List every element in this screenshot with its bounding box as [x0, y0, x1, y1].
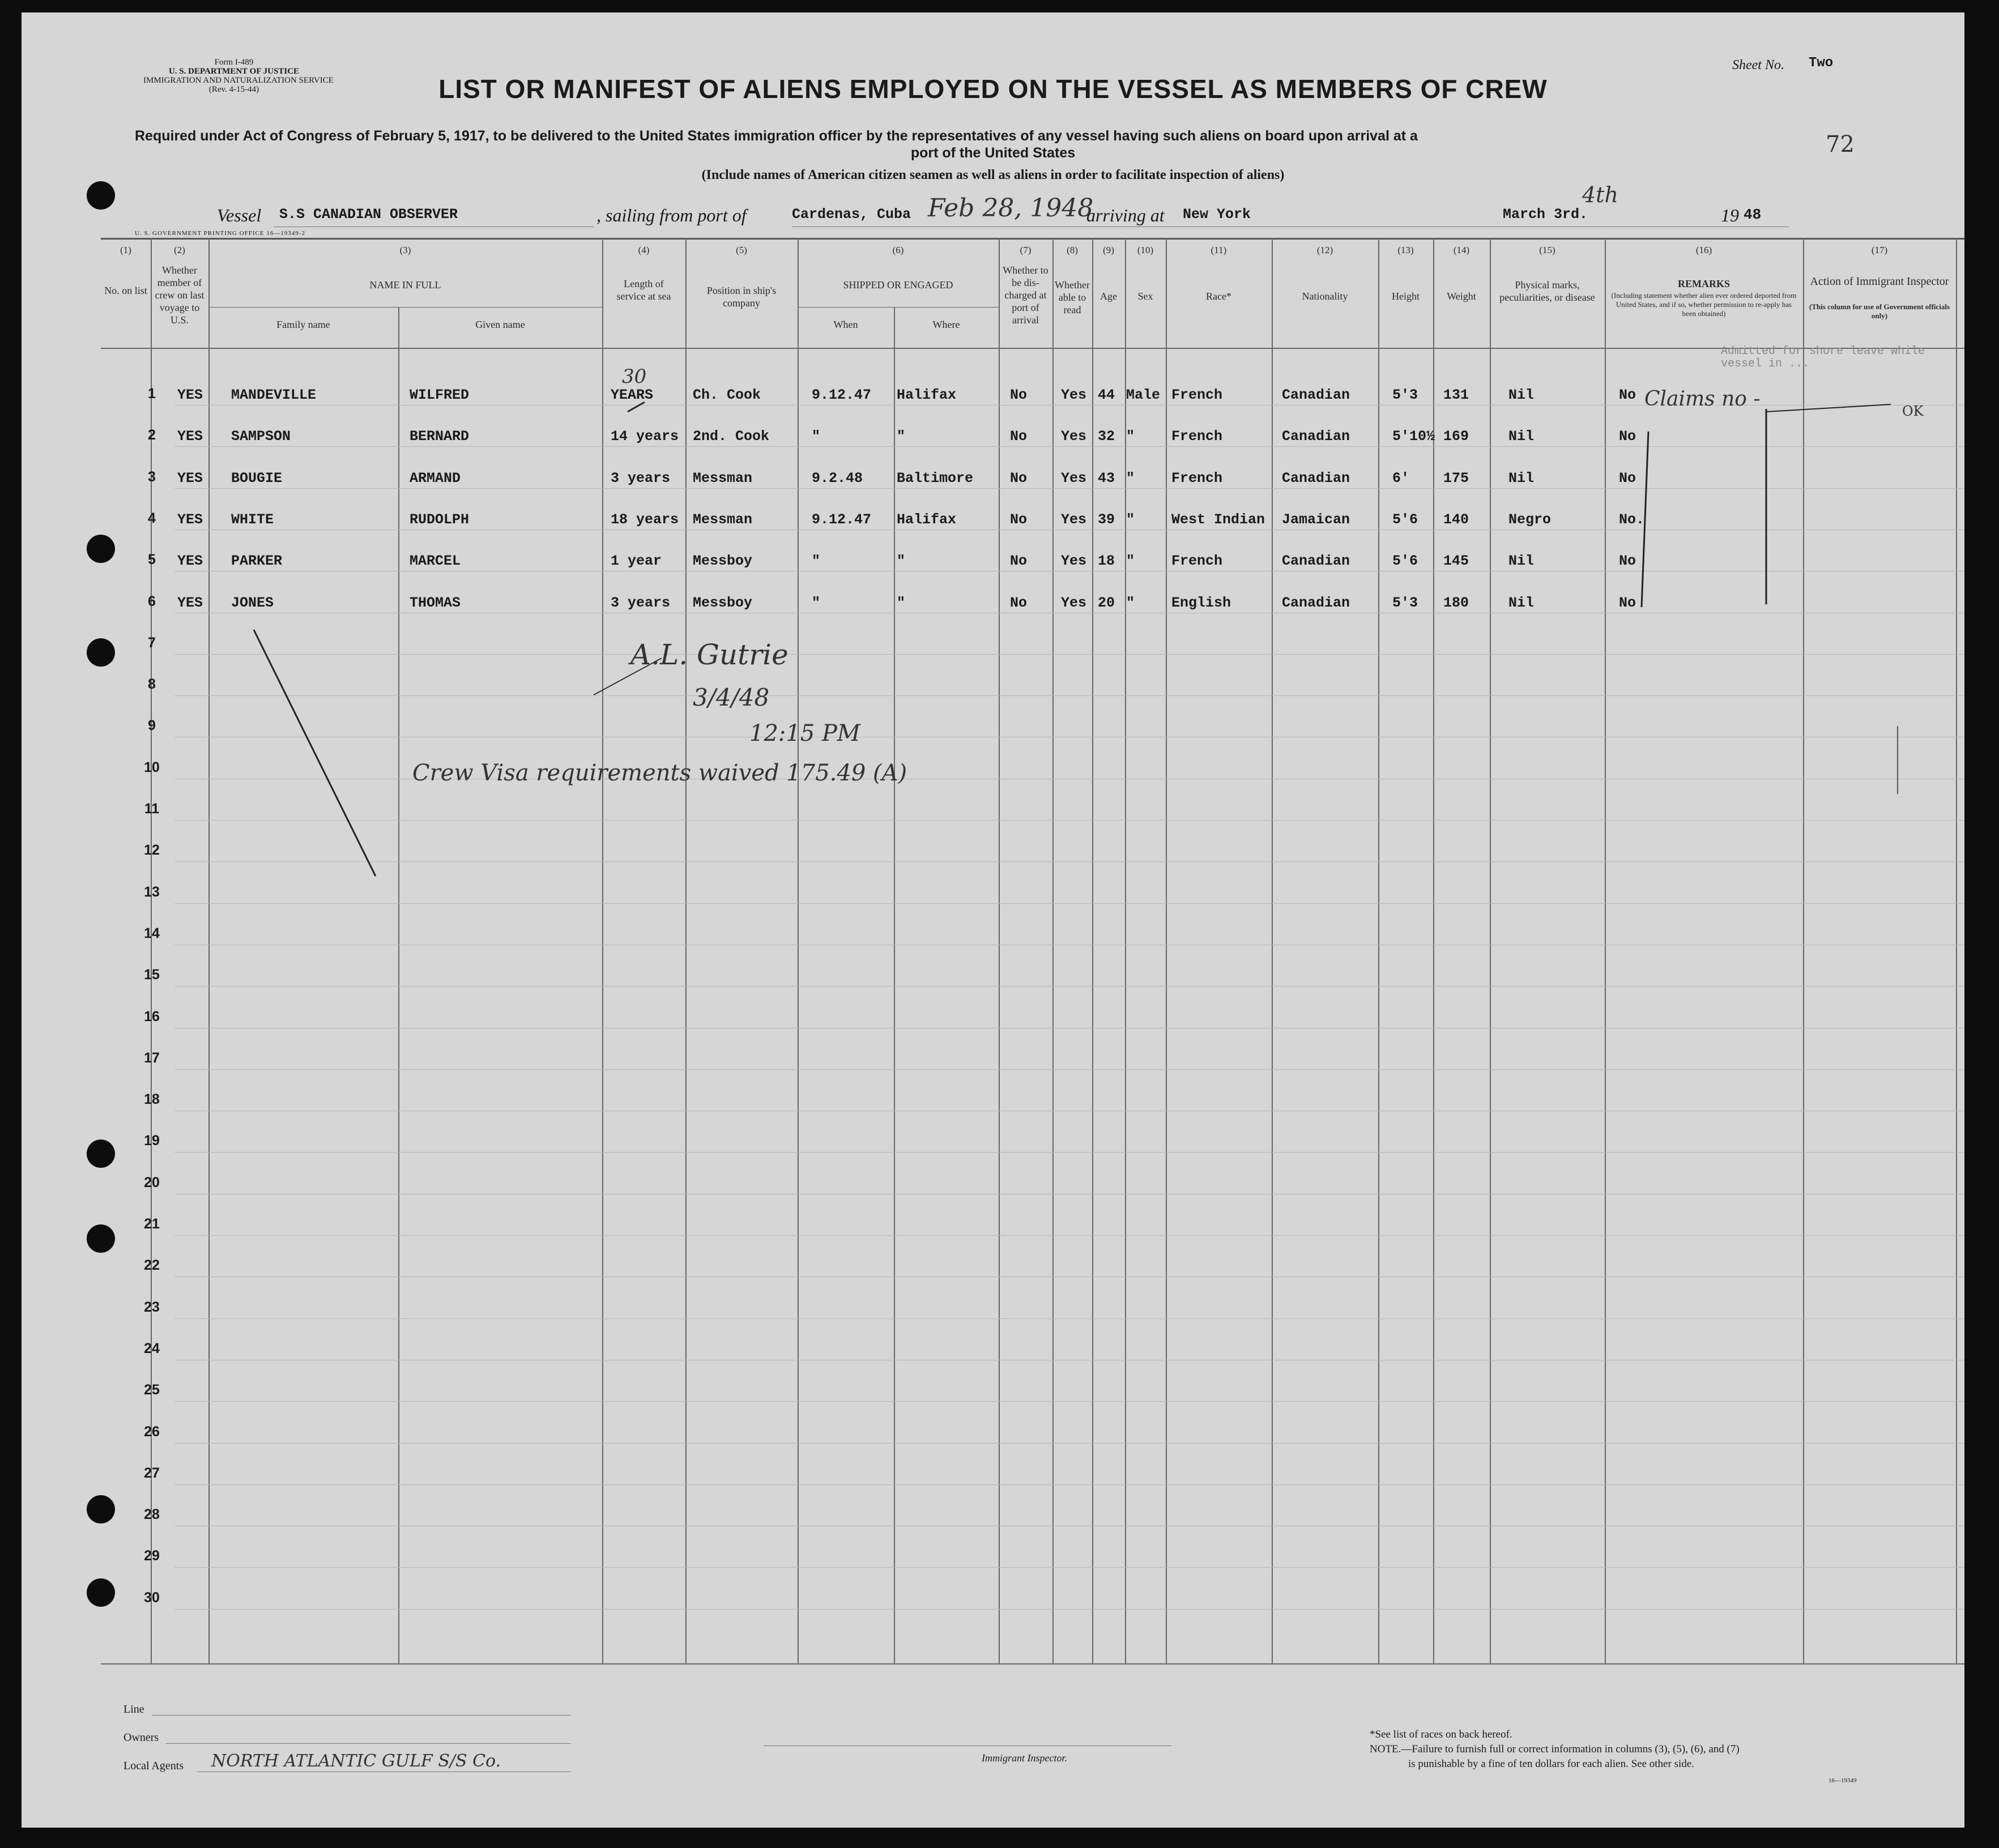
physical-marks-cell: Nil [1508, 594, 1535, 611]
sex-cell: " [1126, 511, 1135, 528]
shore-leave-stamp: Admitted for shore leave while vessel in ... [1721, 345, 1925, 370]
col-number: (12) [1316, 245, 1333, 255]
department: U. S. DEPARTMENT OF JUSTICE [168, 67, 300, 76]
header-inspector-note: (This column for use of Government officials only) [1809, 302, 1950, 320]
row-number: 27 [144, 1465, 160, 1481]
remarks-cell: No [1619, 387, 1636, 403]
local-agents-label: Local Agents [123, 1760, 184, 1772]
given-name-cell: THOMAS [410, 594, 461, 611]
header-inspector-action: Action of Immigrant Inspector [1810, 275, 1949, 288]
row-number: 15 [144, 967, 160, 983]
race-cell: French [1171, 470, 1223, 486]
col-number: (13) [1397, 245, 1414, 255]
header-length-of-service: Length of service at sea [616, 278, 671, 302]
header-physical-marks: Physical marks, peculiarities, or disease [1499, 279, 1595, 303]
race-cell: French [1171, 387, 1223, 403]
row-number: 28 [144, 1506, 160, 1523]
header-family-name: Family name [276, 319, 330, 330]
arrival-date-correction: 4th [1582, 182, 1618, 207]
given-name-cell: RUDOLPH [410, 511, 470, 528]
shipped-where-cell: Halifax [897, 511, 957, 528]
remarks-claims: Claims no - [1644, 387, 1761, 411]
physical-marks-cell: Negro [1508, 511, 1552, 528]
header-age: Age [1100, 291, 1117, 302]
age-cell: 39 [1098, 511, 1115, 528]
discharged-cell: No [1010, 553, 1028, 570]
service-length-cell: 18 years [611, 511, 679, 528]
row-number: 8 [148, 676, 156, 693]
row-number: 14 [144, 925, 160, 941]
col-number: (5) [736, 245, 747, 255]
inspection-date: 3/4/48 [693, 684, 770, 711]
height-cell: 5'6 [1392, 553, 1418, 570]
shipped-where-cell: " [897, 428, 906, 445]
family-name-cell: WHITE [231, 511, 274, 528]
inspector-signature: A.L. Gutrie [630, 638, 788, 671]
form-code: 16—19349 [1828, 1777, 1857, 1784]
header-able-to-read: Whether able to read [1055, 279, 1090, 315]
col-number: (11) [1211, 245, 1227, 255]
family-name-cell: SAMPSON [231, 428, 291, 445]
age-cell: 18 [1098, 553, 1115, 570]
races-note: *See list of races on back hereof. [1370, 1729, 1512, 1740]
discharged-cell: No [1010, 387, 1028, 403]
race-cell: French [1171, 553, 1223, 570]
col-number: (6) [892, 245, 904, 255]
sex-cell: Male [1126, 387, 1161, 403]
position-cell: Messboy [693, 594, 753, 611]
row-number: 22 [144, 1257, 160, 1274]
shipped-when-cell: " [812, 594, 821, 611]
age-cell: 44 [1098, 387, 1115, 403]
able-to-read-cell: Yes [1061, 428, 1087, 445]
row-number: 19 [144, 1133, 160, 1149]
row-number: 11 [144, 801, 160, 817]
row-number: 12 [144, 842, 160, 859]
remarks-cell: No [1619, 470, 1636, 486]
page-mark: 72 [1826, 131, 1855, 157]
printing-office: U. S. GOVERNMENT PRINTING OFFICE 16—19349-2 [135, 230, 306, 237]
row-number: 30 [144, 1589, 160, 1606]
discharged-cell: No [1010, 428, 1028, 445]
col-number: (14) [1453, 245, 1470, 255]
header-nationality: Nationality [1302, 291, 1348, 302]
header-position: Position in ship's company [706, 285, 777, 309]
col-number: (4) [638, 245, 650, 255]
arrival-year: 48 [1744, 206, 1762, 223]
col-number: (15) [1539, 245, 1555, 255]
manifest-sheet [22, 12, 1964, 1828]
able-to-read-cell: Yes [1061, 511, 1087, 528]
height-cell: 6' [1392, 470, 1410, 486]
weight-cell: 180 [1443, 594, 1469, 611]
discharged-cell: No [1010, 470, 1028, 486]
position-cell: 2nd. Cook [693, 428, 770, 445]
vessel-name: S.S CANADIAN OBSERVER [279, 206, 458, 223]
discharged-cell: No [1010, 594, 1028, 611]
header-shipped-or-engaged: SHIPPED OR ENGAGED [843, 279, 953, 291]
physical-marks-cell: Nil [1508, 553, 1535, 570]
shipped-where-cell: Halifax [897, 387, 957, 403]
line-label: Line [123, 1703, 144, 1715]
immigrant-inspector-label: Immigrant Inspector. [982, 1752, 1067, 1764]
row-number: 9 [148, 718, 156, 734]
header-weight: Weight [1447, 291, 1476, 302]
row-number: 3 [148, 468, 156, 485]
sex-cell: " [1126, 553, 1135, 570]
nationality-cell: Canadian [1282, 553, 1350, 570]
header-height: Height [1392, 291, 1420, 302]
header-when: When [833, 319, 858, 330]
row-number: 20 [144, 1174, 160, 1190]
row-number: 21 [144, 1216, 160, 1232]
service-name: IMMIGRATION AND NATURALIZATION SERVICE [143, 76, 334, 85]
sheet-label: Sheet No. [1732, 58, 1784, 72]
penalty-note: NOTE.—Failure to furnish full or correct information in columns (3), (5), (6), and (7) [1370, 1743, 1740, 1755]
last-voyage-cell: YES [177, 387, 203, 403]
last-voyage-cell: YES [177, 594, 203, 611]
col-number: (16) [1695, 245, 1712, 255]
remarks-ditto-stroke [1642, 432, 1648, 607]
service-length-cell: 14 years [611, 428, 679, 445]
weight-cell: 131 [1443, 387, 1469, 403]
vessel-label: Vessel [217, 205, 262, 225]
remarks-cell: No [1619, 594, 1636, 611]
able-to-read-cell: Yes [1061, 553, 1087, 570]
subtitle-line-3: (Include names of American citizen seamen as well as aliens in order to facilitate inspection of aliens) [701, 168, 1285, 182]
sailing-label: , sailing from port of [596, 205, 747, 225]
weight-cell: 169 [1443, 428, 1469, 445]
row-number: 23 [144, 1299, 160, 1315]
able-to-read-cell: Yes [1061, 387, 1087, 403]
remarks-cell: No. [1619, 511, 1645, 528]
owners-label: Owners [123, 1731, 159, 1744]
header-no-on-list: No. on list [104, 285, 147, 296]
physical-marks-cell: Nil [1508, 387, 1535, 403]
service-length-cell: 3 years [611, 594, 671, 611]
sex-cell: " [1126, 470, 1135, 486]
subtitle-line-1: Required under Act of Congress of February 5, 1917, to be delivered to the United States immigration officer by the representatives of any vessel having such aliens on board upon arrival at a [135, 128, 1418, 144]
col-number: (9) [1103, 245, 1114, 255]
header-last-voyage: Whether member of crew on last voyage to U.S. [155, 264, 204, 326]
shipped-when-cell: " [812, 553, 821, 570]
shipped-where-cell: Baltimore [897, 470, 974, 486]
height-cell: 5'3 [1392, 594, 1418, 611]
last-voyage-cell: YES [177, 553, 203, 570]
age-cell: 43 [1098, 470, 1115, 486]
family-name-cell: MANDEVILLE [231, 387, 317, 403]
height-cell: 5'6 [1392, 511, 1418, 528]
family-name-cell: JONES [231, 594, 274, 611]
service-length-cell: 3 years [611, 470, 671, 486]
row-number: 5 [148, 552, 156, 568]
row-number: 10 [144, 759, 160, 775]
race-cell: French [1171, 428, 1223, 445]
weight-cell: 145 [1443, 553, 1469, 570]
service-length-correction: 30 [622, 365, 647, 388]
shipped-when-cell: 9.12.47 [812, 511, 872, 528]
shipped-where-cell: " [897, 553, 906, 570]
arriving-label: arriving at [1086, 205, 1165, 225]
race-cell: English [1171, 594, 1231, 611]
position-cell: Messman [693, 511, 753, 528]
nationality-cell: Canadian [1282, 470, 1350, 486]
able-to-read-cell: Yes [1061, 470, 1087, 486]
header-discharged: Whether to be dis-charged at port of arrival [1003, 264, 1048, 326]
row-number: 7 [148, 634, 156, 651]
form-number: Form I-489 [214, 58, 254, 67]
physical-marks-cell: Nil [1508, 428, 1535, 445]
height-cell: 5'3 [1392, 387, 1418, 403]
last-voyage-cell: YES [177, 470, 203, 486]
shipped-when-cell: " [812, 428, 821, 445]
given-name-cell: BERNARD [410, 428, 470, 445]
col-number: (17) [1871, 245, 1888, 255]
row-number: 25 [144, 1382, 160, 1398]
local-agents-value: NORTH ATLANTIC GULF S/S Co. [211, 1751, 501, 1771]
row-number: 16 [144, 1008, 160, 1025]
service-length-cell: YEARS [611, 387, 654, 403]
row-number: 1 [148, 386, 156, 402]
height-cell: 5'10½ [1392, 428, 1435, 445]
departure-port: Cardenas, Cuba [792, 206, 911, 223]
arrival-date: March 3rd. [1503, 206, 1588, 223]
position-cell: Messman [693, 470, 753, 486]
header-remarks: REMARKS [1677, 278, 1730, 289]
penalty-note-cont: is punishable by a fine of ten dollars for each alien. See other side. [1408, 1758, 1694, 1770]
position-cell: Ch. Cook [693, 387, 761, 403]
header-where: Where [932, 319, 960, 330]
remarks-cell: No [1619, 428, 1636, 445]
race-cell: West Indian [1171, 511, 1265, 528]
nationality-cell: Canadian [1282, 387, 1350, 403]
row-number: 29 [144, 1548, 160, 1564]
col-number: (1) [120, 245, 131, 255]
header-given-name: Given name [475, 319, 525, 330]
visa-waiver-note: Crew Visa requirements waived 175.49 (A) [412, 760, 907, 786]
able-to-read-cell: Yes [1061, 594, 1087, 611]
given-name-cell: MARCEL [410, 553, 461, 570]
subtitle-line-2: port of the United States [910, 145, 1076, 161]
col-number: (2) [174, 245, 185, 255]
nationality-cell: Canadian [1282, 428, 1350, 445]
row-number: 2 [148, 427, 156, 443]
row-number: 6 [148, 593, 156, 609]
family-name-cell: PARKER [231, 553, 283, 570]
row-number: 26 [144, 1423, 160, 1440]
family-name-cell: BOUGIE [231, 470, 283, 486]
service-length-cell: 1 year [611, 553, 662, 570]
inspector-ok: OK [1902, 403, 1924, 419]
header-name-in-full: NAME IN FULL [369, 279, 441, 291]
age-cell: 32 [1098, 428, 1115, 445]
nationality-cell: Canadian [1282, 594, 1350, 611]
page-title: LIST OR MANIFEST OF ALIENS EMPLOYED ON THE VESSEL AS MEMBERS OF CREW [438, 74, 1548, 104]
form-revision: (Rev. 4-15-44) [208, 85, 259, 94]
given-name-cell: ARMAND [410, 470, 461, 486]
weight-cell: 175 [1443, 470, 1469, 486]
row-number: 17 [144, 1049, 160, 1066]
header-race: Race* [1206, 291, 1231, 302]
shipped-where-cell: " [897, 594, 906, 611]
nationality-cell: Jamaican [1282, 511, 1350, 528]
row-number: 18 [144, 1091, 160, 1108]
sheet-number: Two [1809, 56, 1834, 71]
shipped-when-cell: 9.12.47 [812, 387, 872, 403]
sex-cell: " [1126, 594, 1135, 611]
row-number: 24 [144, 1340, 160, 1356]
row-number: 4 [148, 510, 156, 526]
col-number: (7) [1020, 245, 1032, 255]
weight-cell: 140 [1443, 511, 1469, 528]
strike-stroke [628, 402, 645, 412]
shipped-when-cell: 9.2.48 [812, 470, 863, 486]
age-cell: 20 [1098, 594, 1115, 611]
cancel-stroke [254, 630, 376, 876]
col-number: (10) [1137, 245, 1154, 255]
given-name-cell: WILFRED [410, 387, 470, 403]
last-voyage-cell: YES [177, 428, 203, 445]
position-cell: Messboy [693, 553, 753, 570]
remarks-cell: No [1619, 553, 1636, 570]
action-strike [1766, 404, 1891, 412]
departure-date: Feb 28, 1948 [928, 194, 1094, 223]
year-prefix: 19 [1721, 205, 1739, 225]
row-number: 13 [144, 884, 160, 900]
header-sex: Sex [1137, 291, 1153, 302]
col-number: (8) [1067, 245, 1078, 255]
sex-cell: " [1126, 428, 1135, 445]
physical-marks-cell: Nil [1508, 470, 1535, 486]
pen-marks [22, 12, 1964, 1828]
header-remarks-note: (Including statement whether alien ever ordered deported from United States, and if so, whether permission to re-apply has been obtained) [1611, 291, 1797, 318]
arrival-port: New York [1183, 206, 1251, 223]
inspection-time: 12:15 PM [749, 720, 860, 746]
last-voyage-cell: YES [177, 511, 203, 528]
col-number: (3) [399, 245, 411, 255]
discharged-cell: No [1010, 511, 1028, 528]
